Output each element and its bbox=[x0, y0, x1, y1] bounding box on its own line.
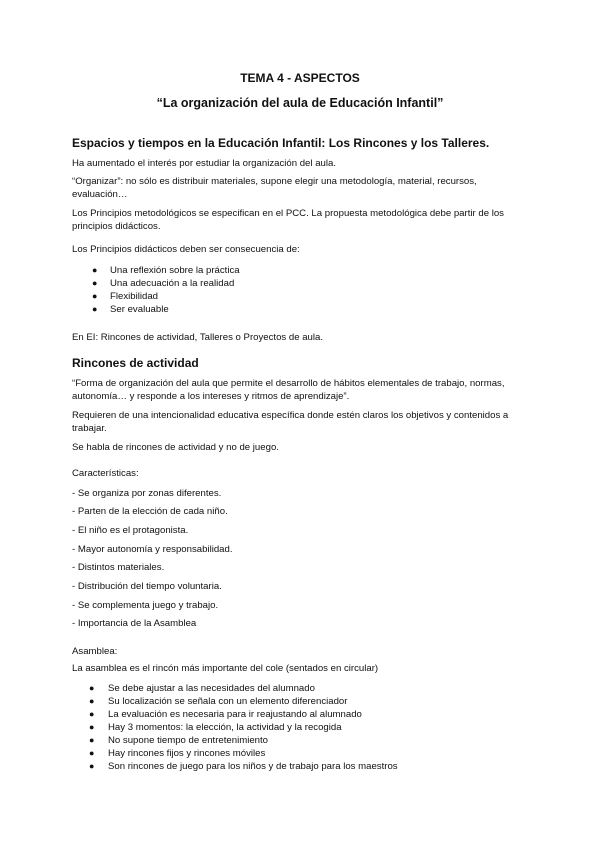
paragraph: Se habla de rincones de actividad y no de juego. bbox=[72, 442, 279, 453]
paragraph: Los Principios didácticos deben ser consecuencia de: bbox=[72, 244, 300, 255]
list-item: - El niño es el protagonista. bbox=[72, 525, 189, 536]
list-item: - Importancia de la Asamblea bbox=[72, 618, 197, 629]
list-item: ● No supone tiempo de entretenimiento bbox=[89, 735, 268, 746]
bullet-icon: ● bbox=[89, 722, 95, 732]
document-title: TEMA 4 - ASPECTOS bbox=[240, 71, 360, 85]
paragraph: “Organizar”: no sólo es distribuir materiales, supone elegir una metodología, material, recursos, evaluación… bbox=[72, 176, 477, 200]
list-item: - Distribución del tiempo voluntaria. bbox=[72, 581, 222, 592]
list-item: - Distintos materiales. bbox=[72, 562, 165, 573]
list-item: ● Son rincones de juego para los niños y de trabajo para los maestros bbox=[89, 761, 398, 772]
section-heading-espacios: Espacios y tiempos en la Educación Infantil: Los Rincones y los Talleres. bbox=[72, 136, 490, 150]
list-item: ● Hay 3 momentos: la elección, la actividad y la recogida bbox=[89, 722, 342, 733]
list-item: ● Una reflexión sobre la práctica bbox=[92, 265, 240, 276]
list-item: ● Hay rincones fijos y rincones móviles bbox=[89, 748, 266, 759]
bullet-icon: ● bbox=[89, 696, 95, 706]
bullet-icon: ● bbox=[89, 735, 95, 745]
paragraph: Requieren de una intencionalidad educativa específica donde estén claros los objetivos y contenidos a trabajar. bbox=[72, 410, 509, 434]
list-item: ● Su localización se señala con un elemento diferenciador bbox=[89, 696, 348, 707]
list-item: ● La evaluación es necesaria para ir reajustando al alumnado bbox=[89, 709, 362, 720]
bullet-icon: ● bbox=[89, 709, 95, 719]
list-item: ● Se debe ajustar a las necesidades del alumnado bbox=[89, 683, 315, 694]
paragraph: En EI: Rincones de actividad, Talleres o Proyectos de aula. bbox=[72, 332, 324, 343]
paragraph: Ha aumentado el interés por estudiar la organización del aula. bbox=[72, 158, 336, 169]
bullet-icon: ● bbox=[92, 304, 98, 314]
list-item: - Se complementa juego y trabajo. bbox=[72, 600, 219, 611]
list-item: - Mayor autonomía y responsabilidad. bbox=[72, 544, 233, 555]
paragraph: “Forma de organización del aula que permite el desarrollo de hábitos elementales de trabajo, normas, autonomía… y responde a los intereses y ritmos de aprendizaje”. bbox=[72, 378, 505, 402]
bullet-icon: ● bbox=[92, 265, 98, 275]
bullet-icon: ● bbox=[89, 748, 95, 758]
bullet-icon: ● bbox=[89, 683, 95, 693]
assembly-label: Asamblea: bbox=[72, 646, 118, 657]
list-item: - Se organiza por zonas diferentes. bbox=[72, 488, 222, 499]
list-item: ● Flexibilidad bbox=[92, 291, 158, 302]
bullet-icon: ● bbox=[89, 761, 95, 771]
list-item: ● Una adecuación a la realidad bbox=[92, 278, 235, 289]
bullet-icon: ● bbox=[92, 278, 98, 288]
bullet-icon: ● bbox=[92, 291, 98, 301]
list-item: - Parten de la elección de cada niño. bbox=[72, 506, 228, 517]
characteristics-label: Características: bbox=[72, 468, 139, 479]
section-heading-rincones: Rincones de actividad bbox=[72, 356, 199, 370]
paragraph: Los Principios metodológicos se especifican en el PCC. La propuesta metodológica debe partir de los principios didácticos. bbox=[72, 208, 504, 232]
list-item: ● Ser evaluable bbox=[92, 304, 169, 315]
document-subtitle: “La organización del aula de Educación Infantil” bbox=[156, 96, 444, 110]
paragraph: La asamblea es el rincón más importante del cole (sentados en circular) bbox=[72, 663, 379, 674]
